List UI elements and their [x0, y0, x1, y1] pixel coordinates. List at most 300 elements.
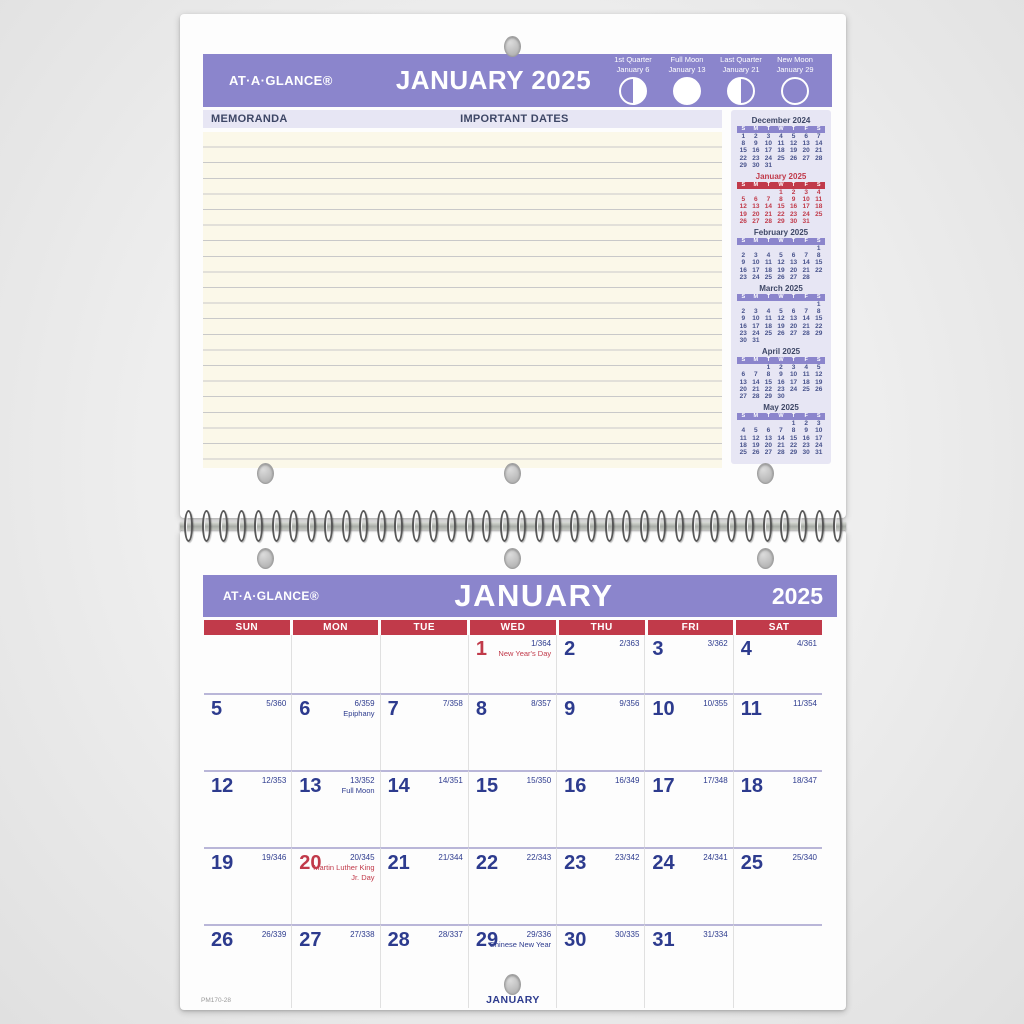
day-letter: S	[816, 357, 821, 364]
day-letter: T	[791, 126, 796, 132]
mini-day: 2	[779, 364, 783, 372]
day-letter: S	[741, 357, 746, 364]
mini-day: 27	[739, 393, 747, 401]
mini-day	[762, 189, 775, 196]
mini-day: 23	[739, 329, 747, 337]
mini-day: 13	[789, 315, 798, 323]
mini-day: 12	[777, 315, 785, 323]
day-number: 29	[475, 929, 499, 951]
mini-month-title: April 2025	[761, 347, 801, 357]
mini-day: 29	[764, 393, 773, 401]
mini-day: 26	[777, 329, 785, 337]
day-letter: T	[766, 413, 771, 420]
spiral-binding	[180, 509, 846, 543]
mini-day	[775, 337, 788, 344]
mini-day	[787, 301, 800, 308]
memo-writing-area	[203, 132, 722, 468]
day-number: 30	[564, 929, 587, 951]
wire-loop	[798, 510, 807, 542]
mini-day: 10	[752, 315, 760, 323]
day-number: 15	[475, 775, 499, 797]
mini-day: 2	[741, 252, 746, 260]
wire-loop	[500, 510, 509, 542]
grommet-hole	[257, 463, 274, 484]
day-letter: M	[753, 182, 759, 189]
day-cell	[645, 693, 733, 770]
mini-day: 21	[802, 266, 810, 274]
mini-day	[737, 245, 750, 252]
mini-day: 31	[815, 449, 823, 457]
mini-day: 22	[815, 266, 823, 274]
wire-loop	[394, 510, 403, 542]
weekday-header: WED	[470, 620, 556, 635]
wire-loop	[570, 510, 579, 542]
day-cell	[734, 693, 822, 770]
day-letter: W	[778, 294, 784, 301]
grommet-hole	[504, 548, 521, 569]
weekday-header: FRI	[648, 620, 734, 635]
mini-day	[812, 162, 825, 169]
mini-day: 16	[752, 147, 760, 155]
wire-loop	[605, 510, 614, 542]
mini-day: 2	[741, 308, 746, 316]
mini-day: 20	[764, 441, 773, 449]
mini-day: 21	[764, 210, 773, 218]
mini-day: 4	[804, 364, 808, 372]
mini-day: 28	[764, 217, 773, 225]
mini-day-letters	[737, 126, 825, 133]
mini-day-letters	[737, 357, 825, 364]
julian-date: 2/363	[619, 639, 640, 648]
mini-day: 19	[777, 266, 785, 274]
day-letter: M	[753, 294, 759, 301]
mini-day: 6	[791, 308, 796, 316]
mini-day: 18	[739, 441, 747, 449]
mini-day: 27	[802, 154, 810, 162]
mini-day: 3	[804, 189, 808, 197]
julian-date: 8/357	[531, 699, 552, 708]
first-quarter-moon-icon	[619, 77, 647, 105]
mini-day: 26	[739, 217, 747, 225]
day-number: 26	[211, 929, 234, 951]
mini-day: 14	[815, 140, 823, 148]
julian-date: 28/337	[438, 930, 463, 939]
mini-day: 9	[779, 371, 783, 379]
day-number: 9	[564, 698, 576, 720]
wire-loop	[780, 510, 789, 542]
mini-day: 25	[802, 385, 810, 393]
day-cell	[292, 770, 380, 847]
product-code: PM170-28	[201, 997, 231, 1004]
day-cell	[557, 770, 645, 847]
day-cell	[469, 847, 557, 924]
mini-day: 28	[802, 329, 810, 337]
wire-loop	[815, 510, 824, 542]
day-letter: S	[816, 294, 821, 301]
mini-day: 31	[802, 217, 810, 225]
day-letter: M	[753, 238, 759, 245]
wire-loop	[517, 510, 526, 542]
moon-phase-label	[768, 51, 822, 75]
wire-loop	[254, 510, 263, 542]
day-cell	[381, 770, 469, 847]
day-letter: F	[804, 126, 808, 132]
mini-day: 14	[752, 378, 760, 386]
mini-day: 28	[777, 449, 785, 457]
mini-day: 30	[789, 217, 798, 225]
mini-day: 18	[815, 203, 823, 211]
mini-day: 8	[779, 196, 783, 204]
day-number: 20	[299, 852, 322, 874]
julian-date: 19/346	[261, 853, 287, 862]
mini-calendar	[737, 347, 825, 400]
mini-day: 17	[815, 434, 823, 442]
mini-day: 21	[777, 441, 785, 449]
day-letter: S	[816, 182, 821, 189]
day-letter: M	[753, 126, 759, 132]
mini-day-letters	[737, 294, 825, 301]
mini-day: 7	[804, 308, 808, 316]
julian-date: 22/343	[526, 853, 552, 862]
month-grid	[204, 635, 822, 1008]
mini-day: 9	[741, 259, 746, 267]
day-letter: F	[804, 413, 808, 420]
grommet-hole	[504, 36, 521, 57]
julian-date: 30/335	[614, 930, 640, 939]
day-number: 21	[387, 852, 410, 874]
day-cell	[381, 847, 469, 924]
mini-day: 3	[766, 133, 771, 140]
mini-day: 17	[752, 322, 760, 330]
mini-day: 19	[752, 441, 760, 449]
mini-day: 10	[789, 371, 798, 379]
mini-day: 15	[815, 315, 823, 323]
mini-day: 23	[789, 210, 798, 218]
mini-day: 25	[764, 329, 773, 337]
holiday-label: Epiphany	[343, 709, 375, 718]
mini-day-letters	[737, 182, 825, 189]
mini-month-grid	[737, 133, 825, 169]
day-letter: F	[804, 238, 808, 245]
weekday-header: SAT	[736, 620, 822, 635]
mini-day	[762, 337, 775, 344]
wire-loop	[745, 510, 754, 542]
mini-day: 8	[816, 308, 821, 316]
moon-phase-name: 1st Quarter	[614, 55, 652, 65]
wire-loop	[202, 510, 211, 542]
mini-day: 3	[754, 308, 758, 316]
mini-day: 18	[802, 378, 810, 386]
holiday-label: Chinese New Year	[489, 940, 552, 949]
wire-loop	[412, 510, 421, 542]
wire-loop	[447, 510, 456, 542]
day-cell	[734, 847, 822, 924]
julian-date: 17/348	[703, 776, 728, 785]
mini-day: 23	[802, 441, 810, 449]
mini-day: 14	[802, 259, 810, 267]
day-number: 4	[740, 638, 752, 660]
day-letter: S	[816, 238, 821, 245]
holiday-label: Full Moon	[341, 786, 375, 795]
mini-day: 24	[815, 441, 823, 449]
memoranda-strip	[203, 110, 722, 128]
mini-day: 13	[764, 434, 773, 442]
mini-day: 26	[789, 154, 798, 162]
mini-day: 27	[752, 217, 760, 225]
mini-day: 3	[791, 364, 796, 372]
wire-loop	[587, 510, 596, 542]
day-letter: T	[791, 182, 796, 189]
mini-day	[787, 337, 800, 344]
mini-day: 14	[777, 434, 785, 442]
day-cell	[557, 693, 645, 770]
mini-day: 15	[815, 259, 823, 267]
julian-date: 11/354	[793, 699, 817, 708]
mini-day	[762, 301, 775, 308]
mini-day: 1	[779, 189, 783, 197]
weekday-header: THU	[559, 620, 645, 635]
mini-day: 11	[777, 140, 785, 148]
moon-phase-label	[714, 51, 768, 75]
wire-loop	[482, 510, 491, 542]
julian-date: 12/353	[261, 776, 287, 785]
day-number: 24	[652, 852, 675, 874]
day-number: 6	[299, 698, 311, 720]
wire-loop	[675, 510, 684, 542]
mini-day	[750, 420, 763, 427]
moon-phase-name: Last Quarter	[720, 55, 762, 65]
mini-day: 1	[816, 301, 821, 309]
mini-month-grid	[737, 189, 825, 225]
day-cell	[381, 635, 469, 693]
mini-day: 22	[764, 385, 773, 393]
day-cell	[204, 635, 292, 693]
mini-day: 7	[766, 196, 771, 204]
mini-day: 29	[777, 217, 785, 225]
day-letter: M	[753, 357, 759, 364]
mini-day: 17	[802, 203, 810, 211]
julian-date: 23/342	[614, 853, 640, 862]
mini-day	[775, 162, 788, 169]
mini-day: 24	[752, 329, 760, 337]
mini-day: 6	[791, 252, 796, 260]
day-letter: F	[804, 357, 808, 364]
day-letter: W	[778, 238, 784, 245]
grommet-hole	[757, 548, 774, 569]
day-number: 1	[475, 638, 487, 660]
mini-day: 22	[789, 441, 798, 449]
day-number: 10	[652, 698, 675, 720]
julian-date: 14/351	[438, 776, 463, 785]
mini-day: 7	[804, 252, 808, 260]
mini-day: 5	[779, 252, 783, 260]
top-panel-title: JANUARY 2025	[395, 65, 592, 95]
mini-day: 30	[752, 161, 760, 169]
mini-day: 21	[802, 322, 810, 330]
day-cell	[557, 847, 645, 924]
mini-day: 27	[789, 273, 798, 281]
wire-loop	[324, 510, 333, 542]
mini-day	[775, 420, 788, 427]
mini-day: 19	[777, 322, 785, 330]
day-letter: S	[816, 126, 821, 132]
day-number: 14	[387, 775, 410, 797]
julian-date: 1/364	[531, 639, 552, 648]
mini-day: 29	[789, 449, 798, 457]
day-cell	[204, 770, 292, 847]
mini-day: 12	[789, 140, 798, 148]
day-letter: W	[778, 182, 784, 189]
mini-day: 11	[764, 315, 772, 323]
day-number: 31	[652, 929, 675, 951]
weekday-header: SUN	[204, 620, 290, 635]
mini-day	[762, 420, 775, 427]
mini-day: 28	[802, 273, 810, 281]
brand-logo: AT·A·GLANCE®	[229, 73, 333, 88]
day-letter: T	[766, 126, 771, 132]
moon-phase-new	[768, 51, 822, 110]
julian-date: 31/334	[703, 930, 728, 939]
grommet-hole	[257, 548, 274, 569]
day-cell	[645, 847, 733, 924]
mini-day: 10	[752, 259, 760, 267]
mini-day: 21	[752, 385, 760, 393]
grommet-hole	[757, 463, 774, 484]
mini-day: 11	[764, 259, 772, 267]
mini-day: 2	[804, 420, 808, 428]
mini-day: 16	[739, 322, 747, 330]
mini-day: 13	[789, 259, 798, 267]
day-cell	[469, 770, 557, 847]
wire-loop	[377, 510, 386, 542]
julian-date: 3/362	[707, 639, 728, 648]
mini-day	[775, 245, 788, 252]
mini-day	[800, 337, 813, 344]
wire-loop	[692, 510, 701, 542]
mini-day: 24	[802, 210, 810, 218]
day-number: 22	[475, 852, 499, 874]
day-letter: T	[766, 182, 771, 189]
day-number: 17	[652, 775, 675, 797]
new-moon-icon	[781, 77, 809, 105]
day-letter: S	[741, 182, 746, 189]
mini-day: 13	[739, 378, 747, 386]
mini-day: 8	[766, 371, 771, 379]
day-number: 16	[564, 775, 587, 797]
mini-day: 9	[741, 315, 746, 323]
mini-day: 17	[752, 266, 760, 274]
mini-day: 21	[815, 147, 823, 155]
mini-month-title: March 2025	[759, 284, 803, 294]
wire-loop	[640, 510, 649, 542]
day-letter: W	[778, 126, 784, 132]
julian-date: 16/349	[614, 776, 640, 785]
mini-calendar	[737, 284, 825, 344]
mini-day: 12	[752, 434, 760, 442]
mini-day: 23	[777, 385, 785, 393]
mini-day: 1	[791, 420, 796, 428]
day-letter: S	[741, 294, 746, 301]
moon-phase-last-quarter	[714, 51, 768, 110]
mini-day: 15	[789, 434, 798, 442]
day-number: 7	[387, 698, 399, 720]
julian-date: 5/360	[266, 699, 287, 708]
julian-date: 9/356	[619, 699, 640, 708]
wire-loop	[184, 510, 193, 542]
mini-day	[750, 364, 763, 371]
mini-day: 20	[739, 385, 747, 393]
mini-day: 25	[777, 154, 785, 162]
mini-day	[737, 364, 750, 371]
mini-calendar	[737, 172, 825, 225]
mini-month-grid	[737, 301, 825, 344]
grommet-hole	[504, 463, 521, 484]
wire-loop	[307, 510, 316, 542]
mini-day: 13	[802, 140, 810, 148]
mini-day	[737, 301, 750, 308]
bottom-panel	[180, 530, 846, 1010]
mini-day: 11	[802, 371, 810, 379]
mini-day: 8	[741, 140, 746, 148]
mini-day: 16	[739, 266, 747, 274]
mini-day: 9	[791, 196, 796, 204]
moon-phase-name: New Moon	[777, 55, 813, 65]
mini-day	[800, 301, 813, 308]
mini-day	[800, 393, 813, 400]
julian-date: 13/352	[350, 776, 375, 785]
mini-day: 13	[752, 203, 760, 211]
wire-loop	[727, 510, 736, 542]
mini-month-title: December 2024	[751, 116, 811, 125]
weekday-header: TUE	[381, 620, 467, 635]
mini-day: 29	[815, 329, 823, 337]
day-letter: T	[791, 413, 796, 420]
mini-day: 26	[777, 273, 785, 281]
julian-date: 24/341	[703, 853, 728, 862]
mini-day: 4	[741, 427, 746, 435]
day-letter: S	[741, 413, 746, 420]
mini-day: 3	[754, 252, 758, 260]
mini-day	[812, 337, 825, 344]
mini-day: 20	[789, 266, 798, 274]
spiral-loops	[184, 510, 842, 542]
mini-day: 31	[752, 337, 760, 345]
day-letter: S	[741, 126, 746, 132]
month-title: JANUARY	[454, 578, 614, 613]
mini-day: 4	[766, 308, 771, 316]
mini-day: 16	[777, 378, 785, 386]
day-number: 18	[740, 775, 763, 797]
mini-day: 4	[766, 252, 771, 260]
mini-day: 25	[764, 273, 773, 281]
mini-day: 31	[764, 161, 773, 169]
mini-calendar-sidebar	[731, 110, 831, 464]
mini-day: 11	[739, 434, 747, 442]
mini-day	[812, 218, 825, 225]
day-letter: S	[816, 413, 821, 420]
mini-day: 24	[752, 273, 760, 281]
mini-day: 4	[816, 189, 821, 197]
day-cell	[292, 693, 380, 770]
mini-day: 5	[779, 308, 783, 316]
mini-day: 9	[754, 140, 758, 148]
mini-day	[750, 301, 763, 308]
moon-phase-label	[660, 51, 714, 75]
weekday-header: MON	[293, 620, 379, 635]
mini-day: 6	[741, 371, 746, 379]
mini-day: 3	[816, 420, 821, 428]
mini-calendar	[737, 228, 825, 281]
